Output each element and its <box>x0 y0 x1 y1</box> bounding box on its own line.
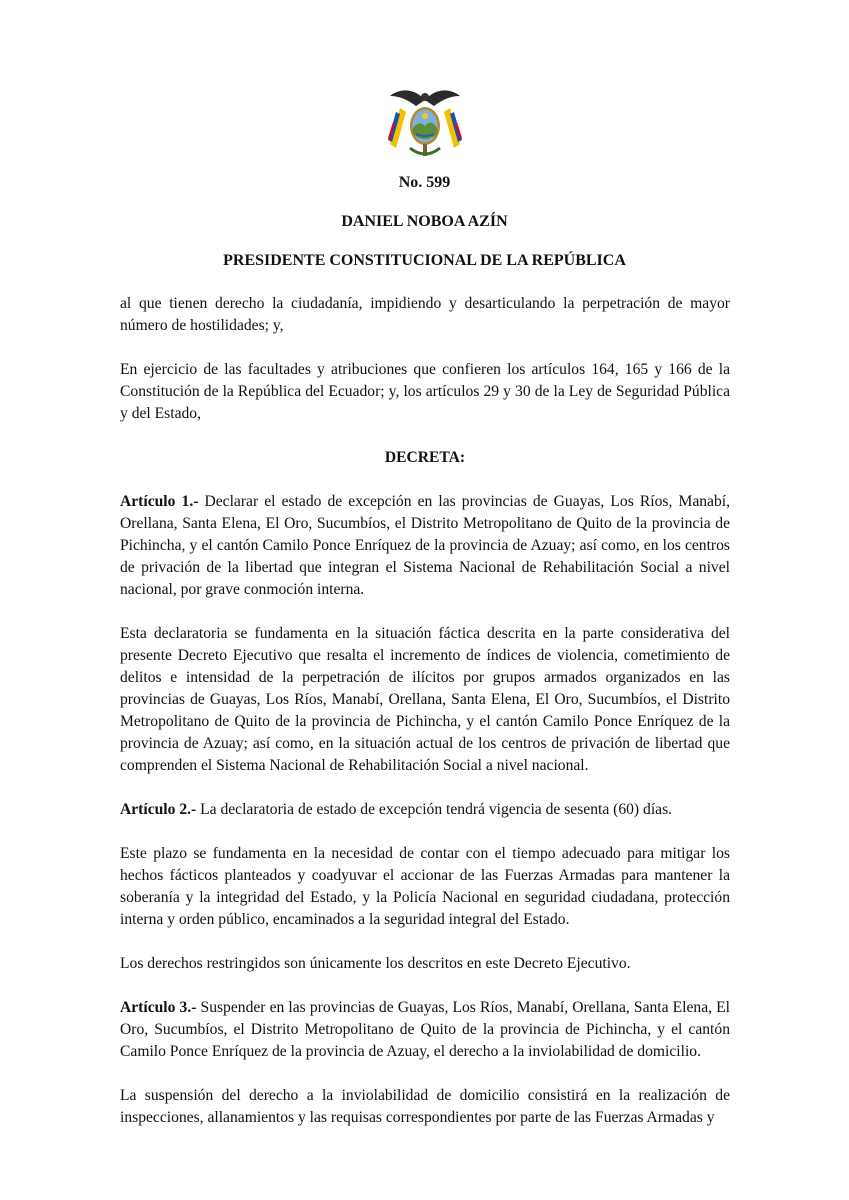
article-3 <box>120 997 730 1063</box>
article-1 <box>120 491 730 601</box>
article-2-text: La declaratoria de estado de excepción tendrá vigencia de sesenta (60) días. <box>196 801 673 818</box>
article-1-label: Artículo 1.- <box>120 493 199 510</box>
decree-body <box>120 293 730 1151</box>
president-title: PRESIDENTE CONSTITUCIONAL DE LA REPÚBLICA <box>223 252 626 269</box>
article-1-text: Declarar el estado de excepción en las provincias de Guayas, Los Ríos, Manabí, Orellana, Santa Elena, El Oro, Sucumbíos, el Distrito Metropolitano de Quito de la provincia de Pichincha, y el cantón Camilo Ponce Enríquez de la provincia de Azuay; así como, en los centros de privación de la libertad que integran el Sistema Nacional de Rehabilitación Social a nivel nacional, por grave conmoción interna. <box>120 493 730 598</box>
ecuador-coat-of-arms-icon <box>386 82 464 162</box>
paragraph-plazo: Este plazo se fundamenta en la necesidad de contar con el tiempo adecuado para mitigar los hechos fácticos planteados y coadyuvar el accionar de las Fuerzas Armadas para mantener la soberanía y la integridad del Estado, y la Policía Nacional en seguridad ciudadana, protección interna y orden público, encaminados a la seguridad integral del Estado. <box>120 845 730 928</box>
paragraph-suspension: La suspensión del derecho a la inviolabilidad de domicilio consistirá en la realización de inspecciones, allanamientos y las requisas correspondientes por parte de las Fuerzas Armadas y <box>120 1087 730 1126</box>
paragraph-declaratoria: Esta declaratoria se fundamenta en la situación fáctica descrita en la parte considerativa del presente Decreto Ejecutivo que resalta el incremento de índices de violencia, cometimiento de delitos e intensidad de la perpetración de ilícitos por grupos armados organizados en las provincias de Guayas, Los Ríos, Manabí, Orellana, Santa Elena, El Oro, Sucumbíos, el Distrito Metropolitano de Quito de la provincia de Pichincha, y el cantón Camilo Ponce Enríquez de la provincia de Azuay; así como, en la situación actual de los centros de privación de libertad que comprenden el Sistema Nacional de Rehabilitación Social a nivel nacional. <box>120 625 730 774</box>
decree-number: No. 599 <box>398 174 451 191</box>
president-name: DANIEL NOBOA AZÍN <box>341 213 508 230</box>
article-2-label: Artículo 2.- <box>120 801 197 818</box>
paragraph-continuation: al que tienen derecho la ciudadanía, impidiendo y desarticulando la perpetración de mayor número de hostilidades; y, <box>120 295 730 334</box>
paragraph-derechos: Los derechos restringidos son únicamente los descritos en este Decreto Ejecutivo. <box>120 955 631 972</box>
article-3-text: Suspender en las provincias de Guayas, Los Ríos, Manabí, Orellana, Santa Elena, El Oro, Sucumbíos, el Distrito Metropolitano de Quito de la provincia de Pichincha, y el cantón Camilo Ponce Enríquez de la provincia de Azuay, el derecho a la inviolabilidad de domicilio. <box>120 999 730 1060</box>
paragraph-ejercicio: En ejercicio de las facultades y atribuciones que confieren los artículos 164, 165 y 166 de la Constitución de la República del Ecuador; y, los artículos 29 y 30 de la Ley de Seguridad Pública y del Estado, <box>120 361 730 422</box>
decreta-heading: DECRETA: <box>384 449 466 466</box>
article-2 <box>120 799 730 821</box>
article-3-label: Artículo 3.- <box>120 999 197 1016</box>
